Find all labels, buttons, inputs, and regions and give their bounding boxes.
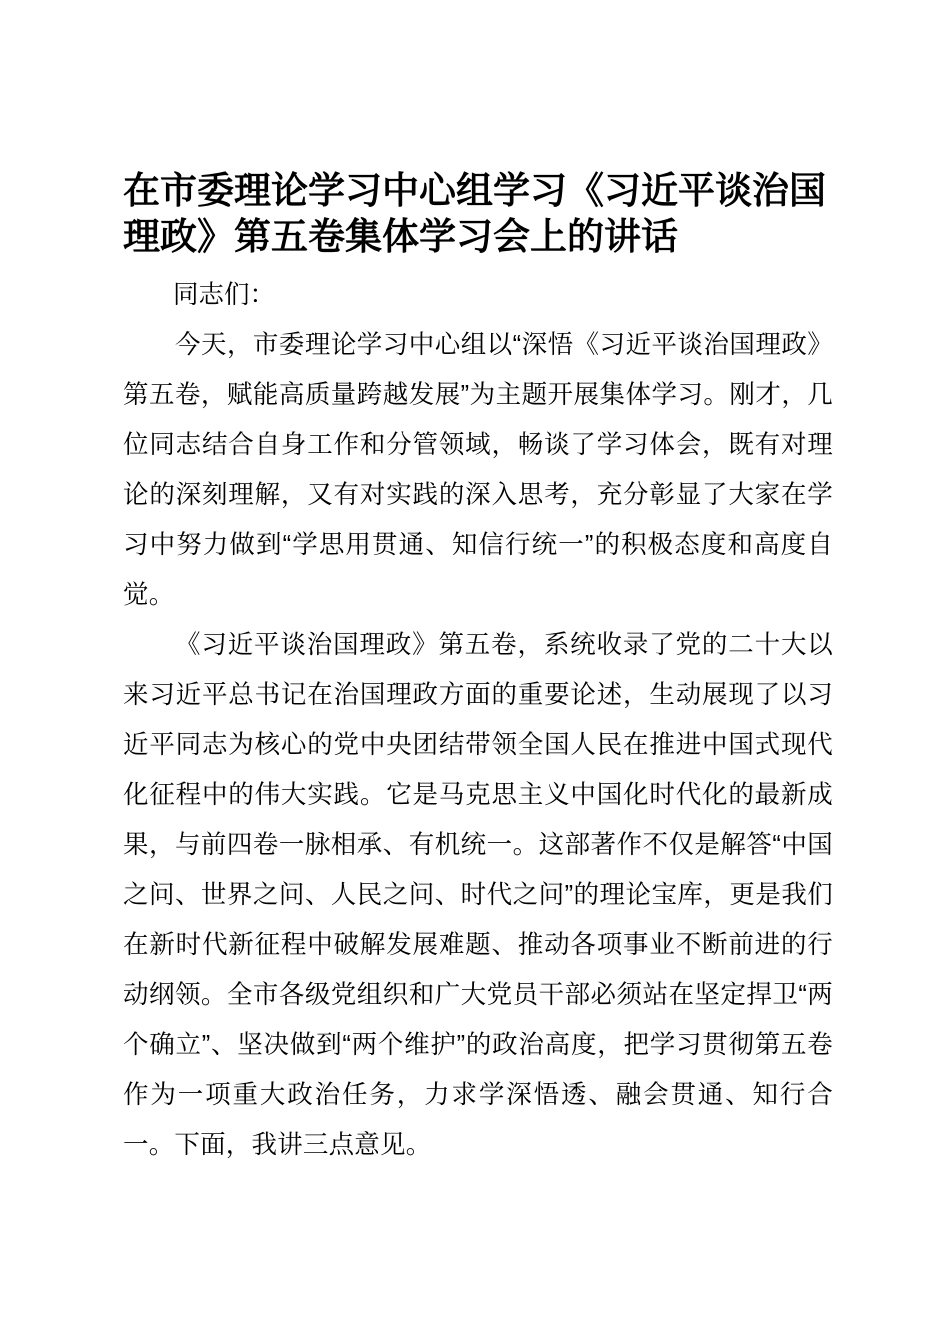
paragraph-2: 《习近平谈治国理政》第五卷，系统收录了党的二十大以来习近平总书记在治国理政方面的重要论述，生动展现了以习近平同志为核心的党中央团结带领全国人民在推进中国式现代化征程中的伟大实践。它是马克思主义中国化时代化的最新成果，与前四卷一脉相承、有机统一。这部著作不仅是解答“中国之问、世界之问、人民之问、时代之问”的理论宝库，更是我们在新时代新征程中破解发展难题、推动各项事业不断前进的行动纲领。全市各级党组织和广大党员干部必须站在坚定捍卫“两个确立”、坚决做到“两个维护”的政治高度，把学习贯彻第五卷作为一项重大政治任务，力求学深悟透、融会贯通、知行合一。下面，我讲三点意见。: [123, 631, 833, 1159]
paragraph-1: 今天，市委理论学习中心组以“深悟《习近平谈治国理政》第五卷，赋能高质量跨越发展”为主题开展集体学习。刚才，几位同志结合自身工作和分管领域，畅谈了学习体会，既有对理论的深刻理解，又有对实践的深入思考，充分彰显了大家在学习中努力做到“学思用贯通、知信行统一”的积极态度和高度自觉。: [123, 331, 833, 609]
salutation-line: 同志们：: [173, 281, 276, 309]
document-body: [123, 168, 833, 1170]
page-title: 在市委理论学习中心组学习《习近平谈治国理政》第五卷集体学习会上的讲话: [123, 170, 826, 257]
